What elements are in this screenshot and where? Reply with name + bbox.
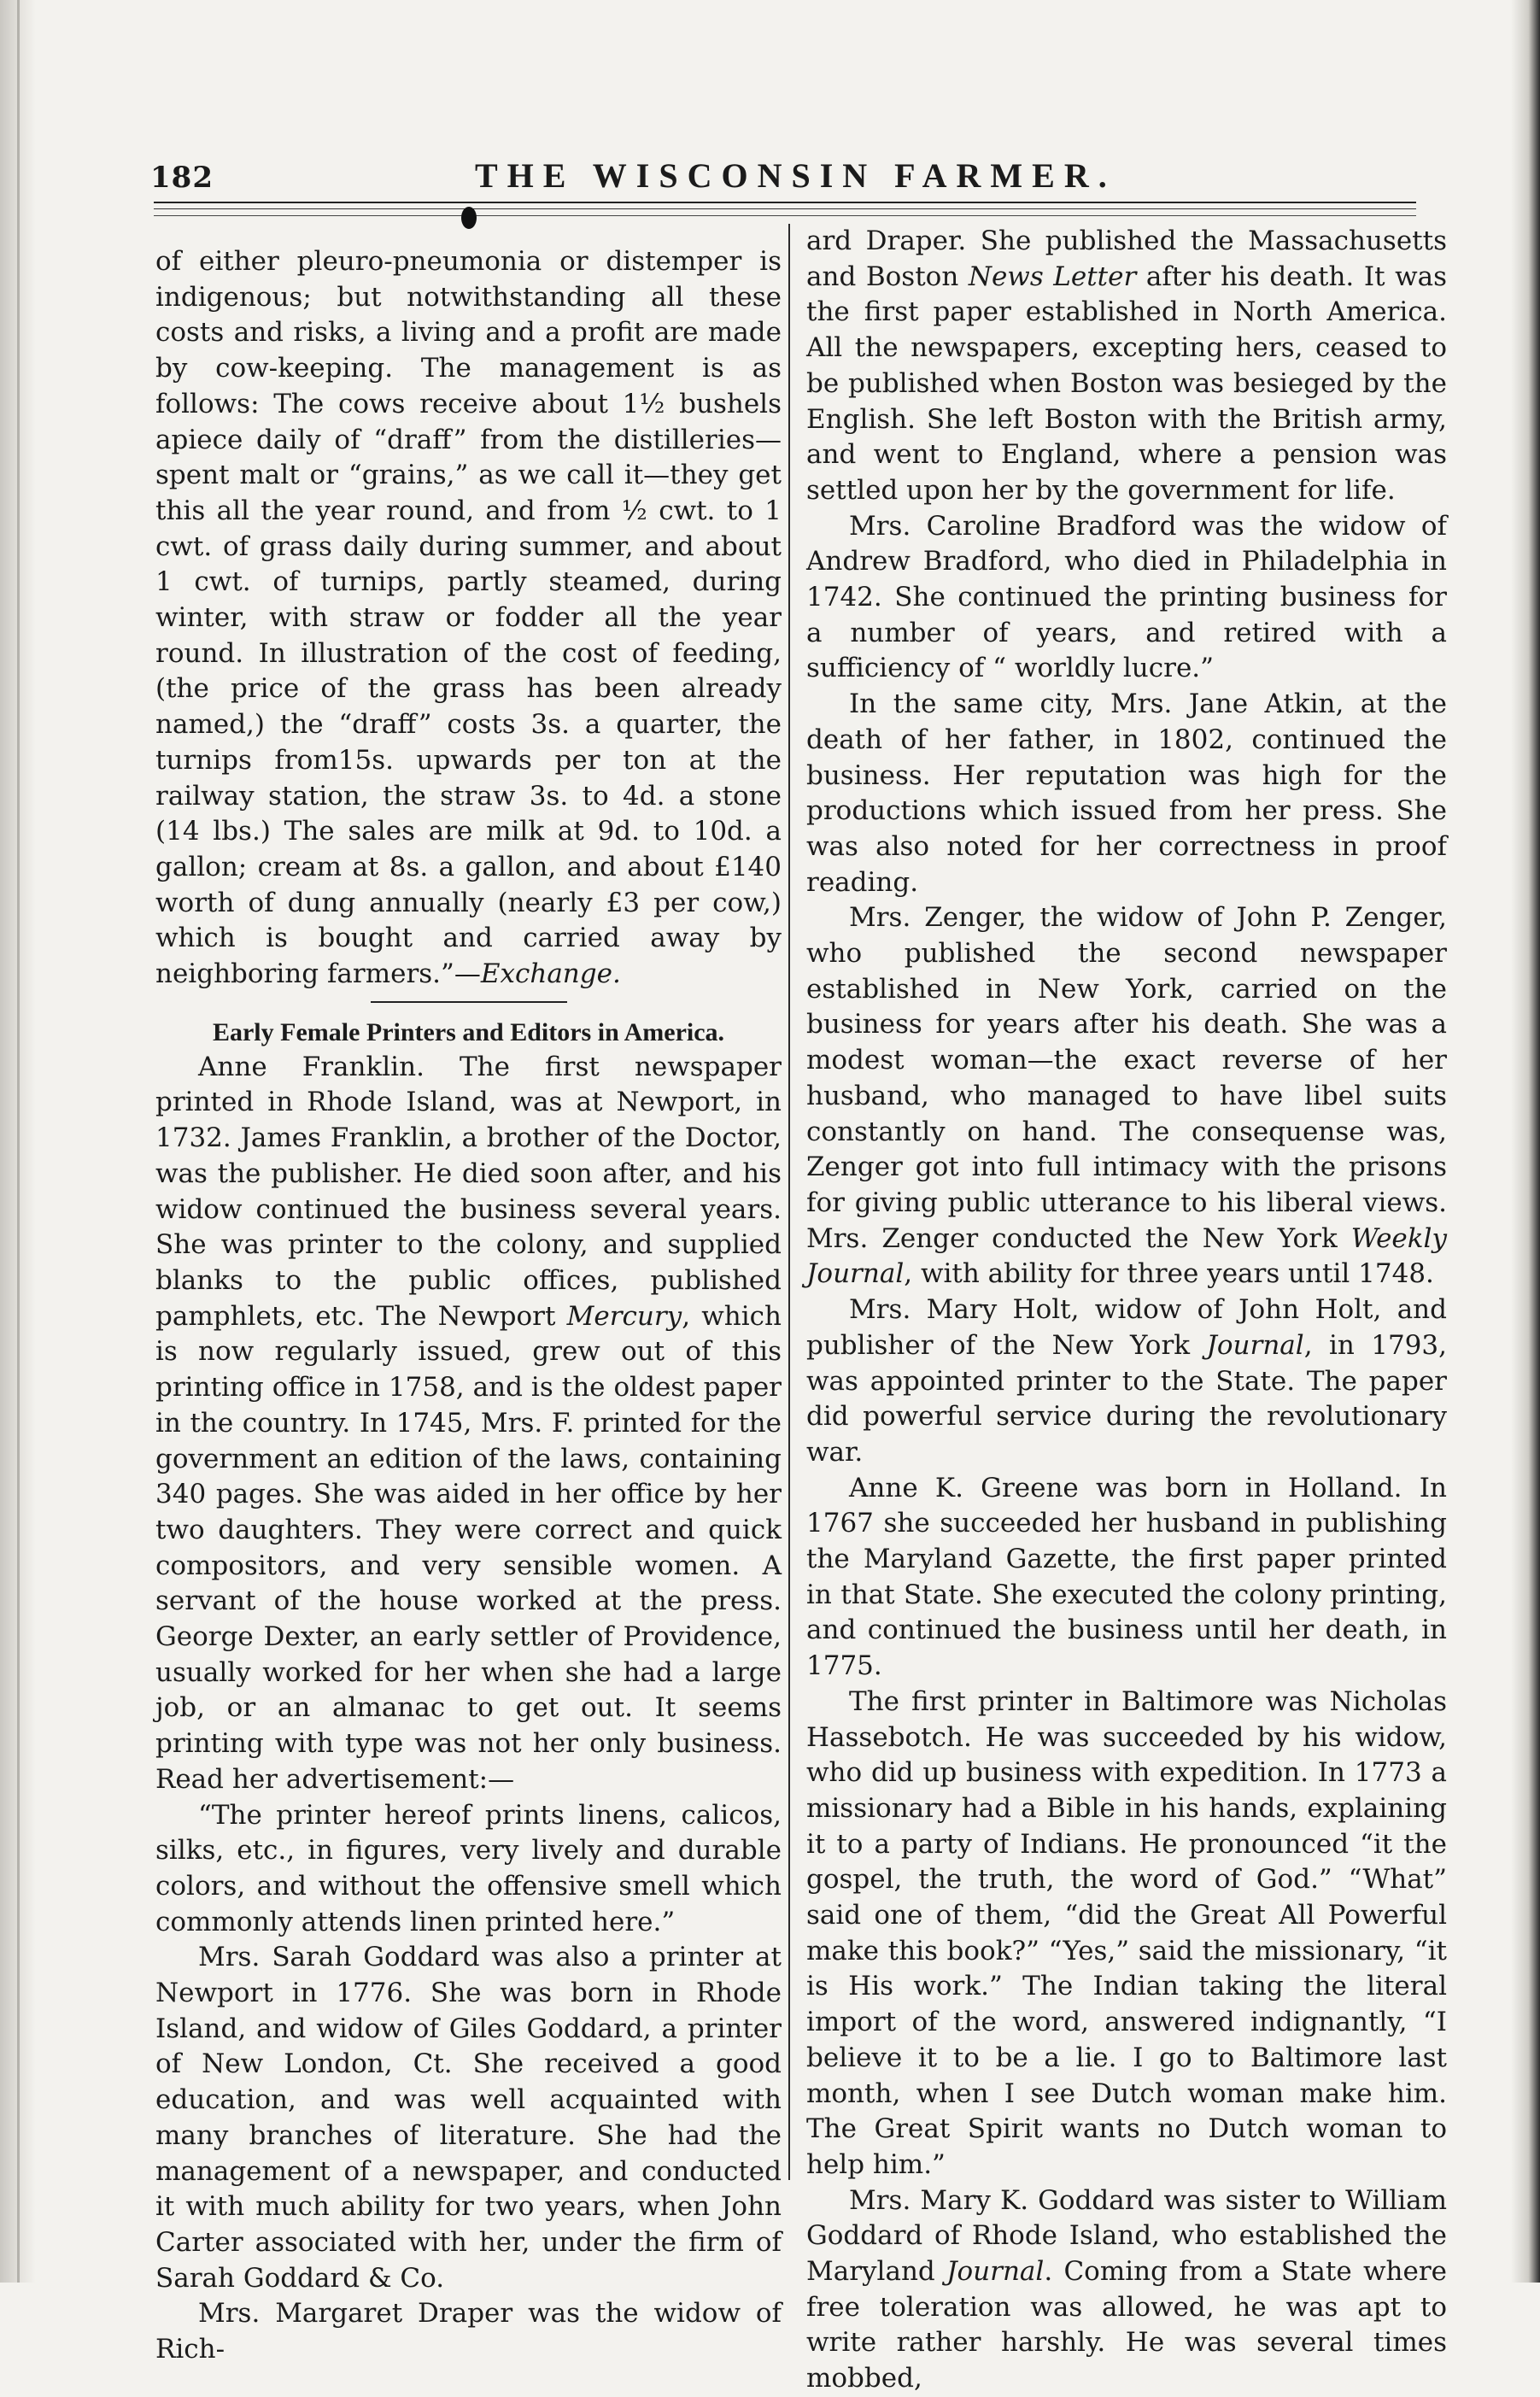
paragraph-sarah-goddard: Mrs. Sarah Goddard was also a printer at Newport in 1776. She was born in Rhode Island, and widow of Giles Goddard, a printer of New London, Ct. She received a good education, and was well acquainted with many branches of literature. She had the management of a newspaper, and conducted it with much ability for two years, when John Carter associated with her, under the firm of Sarah Goddard & Co.	[155, 1942, 782, 2294]
article-continuation: of either pleuro-pneumonia or distemper is indigenous; but notwithstanding all these costs and risks, a living and a profit are made by cow-keeping. The management is as follows: The cows receive about 1½ bushels apiece daily of “draff” from the distilleries—spent malt or “grains,” as we call it—they get this all the year round, and from ½ cwt. to 1 cwt. of grass daily during summer, and about 1 cwt. of turnips, partly steamed, during winter, with straw or fodder all the year round. In illustration of the cost of feeding, (the price of the grass has been already named,) the “draff” costs 3s. a quarter, the turnips from15s. upwards per ton at the railway station, the straw 3s. to 4d. a stone (14 lbs.) The sales are milk at 9d. to 10d. a gallon; cream at 8s. a gallon, and about £140 worth of dung annually (nearly £3 per cow,) which is bought and carried away by neighboring farmers.”—Exchange.	[155, 246, 782, 990]
paragraph-baltimore-printer: The first printer in Baltimore was Nicholas Hassebotch. He was succeeded by his widow, who did up business with expedition. In 1773 a missionary had a Bible in his hands, explaining it to a party of Indians. He pronounced “it the gospel, the truth, the word of God.” “What” said one of them, “did the Great All Powerful make this book?” “Yes,” said the missionary, “it is His work.” The Indian taking the literal import of the word, answered indignantly, “I believe it to be a lie. I go to Baltimore last month, when I see Dutch woman make him. The Great Spirit wants no Dutch woman to help him.”	[806, 1685, 1447, 2180]
paragraph-jane-atkin: In the same city, Mrs. Jane Atkin, at the death of her father, in 1802, continued the business. Her reputation was high for the productions which issued from her press. She was also noted for her correctness in proof reading.	[806, 689, 1447, 898]
column-divider	[788, 224, 790, 2180]
paragraph-anne-greene: Anne K. Greene was born in Holland. In 1767 she succeeded her husband in publishing the Maryland Gazette, the first paper printed in that State. She executed the colony printing, and continued the business until her death, in 1775.	[806, 1472, 1447, 1682]
paragraph-mary-holt: Mrs. Mary Holt, widow of John Holt, and publisher of the New York Journal, in 1793, was appointed printer to the State. The paper did powerful service during the revolutionary war.	[806, 1294, 1447, 1468]
header-rule-thin	[154, 215, 1416, 216]
paragraph-draper-continued: ard Draper. She published the Massachusetts and Boston News Letter after his death. It was the first paper established in North America. All the newspapers, excepting hers, ceased to be published when Boston was besieged by the English. She left Boston with the British army, and went to England, where a pension was settled upon her by the government for life.	[806, 226, 1447, 506]
page-number: 182	[150, 161, 214, 195]
paragraph-mrs-zenger: Mrs. Zenger, the widow of John P. Zenger, who published the second newspaper established in New York, carried on the business for years after his death. She was a modest woman—the exact reverse of her husband, who managed to have libel suits constantly on hand. The consequense was, Zenger got into full intimacy with the prisons for giving public utterance to his liberal views. Mrs. Zenger conducted the New York Weekly Journal, with ability for three years until 1748.	[806, 902, 1447, 1290]
paragraph-caroline-bradford: Mrs. Caroline Bradford was the widow of Andrew Bradford, who died in Philadelphia in 1742. She continued the printing business for a number of years, and retired with a sufficiency of “ worldly lucre.”	[806, 510, 1447, 684]
binding-gutter	[0, 0, 36, 2283]
article-separator	[371, 1001, 567, 1003]
paragraph-anne-franklin: Anne Franklin. The first newspaper printed in Rhode Island, was at Newport, in 1732. James Franklin, a brother of the Doctor, was the publisher. He died soon after, and his widow continued the business several years. She was printer to the colony, and supplied blanks to the public offices, published pamphlets, etc. The Newport Mercury, which is now regularly issued, grew out of this printing office in 1758, and is the oldest paper in the country. In 1745, Mrs. F. printed for the government an edition of the laws, containing 340 pages. She was aided in her office by her two daughters. They were correct and quick compositors, and very sensible women. A servant of the house worked at the press. George Dexter, an early settler of Providence, usually worked for her when she had a large job, or an almanac to get out. It seems printing with type was not her only business. Read her advertisement:—	[155, 1051, 782, 1795]
article-heading: Early Female Printers and Editors in America.	[212, 1017, 725, 1046]
paragraph-advertisement-quote: “The printer hereof prints linens, calicos, silks, etc., in figures, very lively and durable colors, and without the offensive smell which commonly attends linen printed here.”	[155, 1799, 782, 1937]
paragraph-margaret-draper: Mrs. Margaret Draper was the widow of Rich-	[155, 2298, 782, 2365]
header-rule	[154, 202, 1416, 203]
right-column	[806, 224, 1447, 2397]
left-column	[155, 244, 782, 2368]
header-rule-double	[154, 208, 1416, 209]
source-credit: Exchange.	[480, 958, 621, 990]
paragraph-mary-goddard: Mrs. Mary K. Goddard was sister to William Goddard of Rhode Island, who established the Maryland Journal. Coming from a State where free toleration was allowed, he was apt to write rather harshly. He was several times mobbed,	[806, 2184, 1447, 2394]
page-header	[150, 155, 1440, 207]
page-edge-shadow	[1511, 0, 1540, 2283]
running-title: THE WISCONSIN FARMER.	[475, 156, 1116, 195]
rule-ornament	[461, 207, 477, 229]
